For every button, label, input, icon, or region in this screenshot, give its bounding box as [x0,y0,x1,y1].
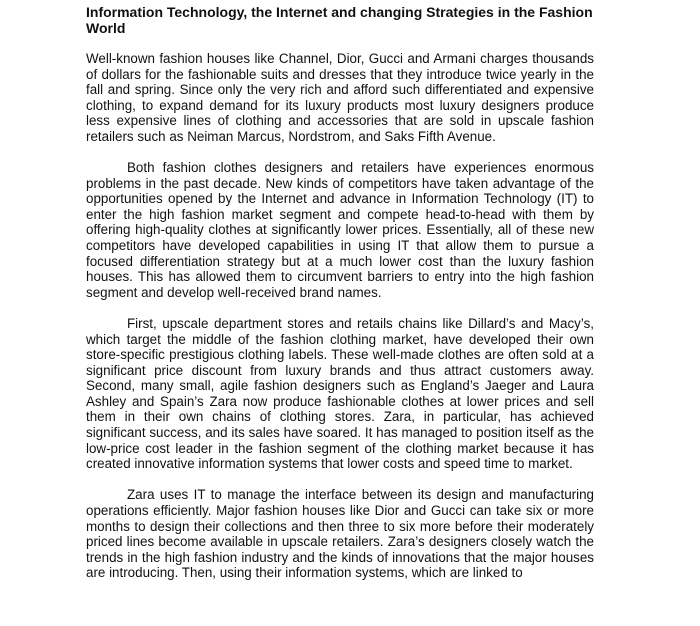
paragraph-competition: Both fashion clothes designers and retailers have experiences enormous problems in the past decade. New kinds of competitors have taken advantage of the opportunities opened by the Internet and advance in Information Technology (IT) to enter the high fashion market segment and compete head-to-head with them by offering high-quality clothes at significantly lower prices. Essentially, all of these new competitors have developed capabilities in using IT that allow them to pursue a focused differentiation strategy but at a much lower cost than the luxury fashion houses. This has allowed them to circumvent barriers to entry into the high fashion segment and develop well-received brand names. [86,160,594,300]
paragraph-zara-it: Zara uses IT to manage the interface between its design and manufacturing operations efficiently. Major fashion houses like Dior and Gucci can take six or more months to design their collections and then three to six more before their moderately priced lines become available in upscale retailers. Zara’s designers closely watch the trends in the high fashion industry and the kinds of innovations that the major houses are introducing. Then, using their information systems, which are linked to [86,487,594,581]
document-page [86,4,594,596]
paragraph-competitors: First, upscale department stores and retails chains like Dillard’s and Macy’s, which target the middle of the fashion clothing market, have developed their own store-specific prestigious clothing labels. These well-made clothes are often sold at a significant price discount from luxury brands and thus attract customers away. Second, many small, agile fashion designers such as England’s Jaeger and Laura Ashley and Spain’s Zara now produce fashionable clothes at lower prices and sell them in their own chains of clothing stores. Zara, in particular, has achieved significant success, and its sales have soared. It has managed to position itself as the low-price cost leader in the fashion segment of the clothing market because it has created innovative information systems that lower costs and speed time to market. [86,315,594,472]
document-title: Information Technology, the Internet and changing Strategies in the Fashion World [86,4,593,36]
paragraph-intro: Well-known fashion houses like Channel, Dior, Gucci and Armani charges thousands of dollars for the fashionable suits and dresses that they introduce twice yearly in the fall and spring. Since only the very rich and afford such differentiated and expensive clothing, to expand demand for its luxury products most luxury designers produce less expensive lines of clothing and accessories that are sold in upscale fashion retailers such as Neiman Marcus, Nordstrom, and Saks Fifth Avenue. [86,51,594,144]
